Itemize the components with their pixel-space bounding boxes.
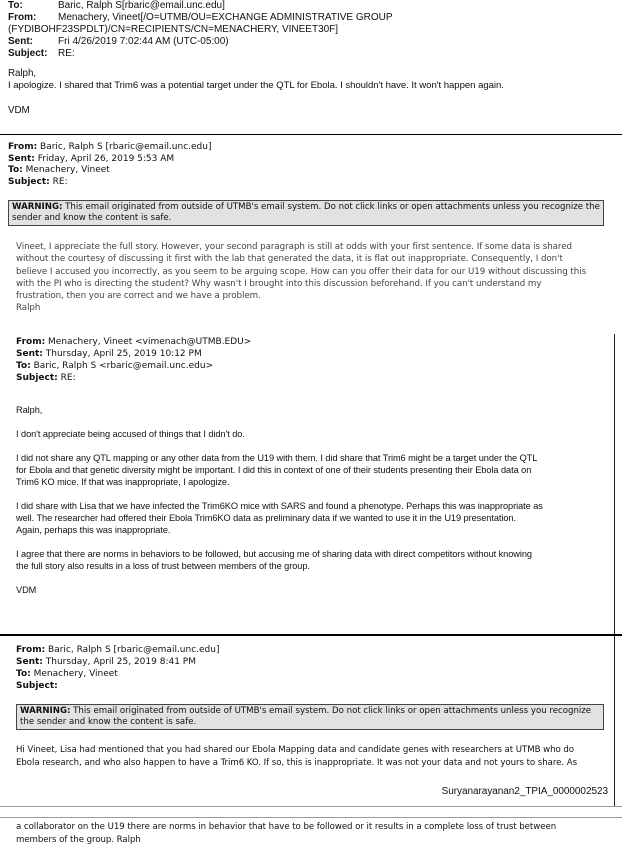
- email-3-header: [16, 336, 251, 384]
- body-line: well. The researcher had offered their Ebola Trim6KO data as preliminary data if we wanted to use it in the U19 presentation.: [16, 513, 517, 523]
- continuation: [0, 818, 622, 852]
- subject-value: RE:: [52, 176, 68, 187]
- paragraph-1: I don't appreciate being accused of things that I didn't do.: [16, 429, 245, 439]
- paragraph-4: [16, 548, 532, 572]
- right-border: [614, 334, 615, 634]
- email-2: [0, 140, 622, 330]
- from-value: Menachery, Vineet[/O=UTMB/OU=EXCHANGE ADMINISTRATIVE GROUP: [58, 12, 393, 23]
- from-label: From:: [16, 645, 46, 655]
- to-label: To:: [16, 361, 31, 371]
- body-line: frustration, then you are correct and we have a problem.: [16, 291, 261, 302]
- paragraph-3: [16, 500, 543, 536]
- body-line: believe I accused you incorrectly, as you seem to be arguing scope. How can you offer their data for our U19 without discussing this: [16, 266, 587, 277]
- from-value: Baric, Ralph S [rbaric@email.unc.edu]: [48, 645, 220, 655]
- right-border: [614, 636, 615, 806]
- body-line: members of the group. Ralph: [16, 835, 141, 845]
- body-line: Ebola research, and who also happen to have a Trim6 KO. If so, this is inappropriate. It was not your data and not yours to share. As: [16, 758, 577, 768]
- to-value: Menachery, Vineet: [33, 669, 118, 679]
- email-4-body: [16, 744, 577, 770]
- sent-label: Sent:: [16, 657, 43, 667]
- warning-banner: [8, 200, 604, 226]
- body-line: Trim6 KO mice. If that was inappropriate, I apologize.: [16, 477, 230, 487]
- continuation-body: [16, 821, 556, 847]
- to-value: Baric, Ralph S <rbaric@email.unc.edu>: [33, 361, 214, 371]
- signoff: VDM: [8, 105, 30, 116]
- subject-label: Subject:: [8, 48, 48, 59]
- email-1-body: I apologize. I shared that Trim6 was a potential target under the QTL for Ebola. I shouldn't have. It won't happen again.: [8, 80, 504, 91]
- page-break: [0, 806, 622, 818]
- warning-banner: [16, 704, 604, 730]
- divider: [0, 134, 622, 135]
- sent-value: Thursday, April 25, 2019 10:12 PM: [45, 349, 202, 359]
- subject-label: Subject:: [8, 176, 50, 187]
- body-line: for Ebola and that genetic diversity might be important. I did this in context of one of their students presenting their Ebola data on: [16, 465, 532, 475]
- sent-value: Fri 4/26/2019 7:02:44 AM (UTC-05:00): [58, 36, 229, 47]
- body-line: Hi Vineet, Lisa had mentioned that you had shared our Ebola Mapping data and candidate genes with researchers at UTMB who do: [16, 745, 574, 755]
- body-line: with the PI who is directing the student? Why wasn't I brought into this discussion beforehand. If you can't understand my: [16, 278, 542, 289]
- sent-value: Friday, April 26, 2019 5:53 AM: [37, 153, 175, 164]
- paragraph-2: [16, 452, 537, 488]
- email-2-header: [8, 142, 211, 188]
- from-value-cont: (FYDIBOHF23SPDLT)/CN=RECIPIENTS/CN=MENACHERY, VINEET30F]: [8, 24, 339, 35]
- sent-label: Sent:: [8, 36, 33, 47]
- from-label: From:: [8, 12, 37, 23]
- body-line: the full story also results in a loss of trust between members of the group.: [16, 561, 310, 571]
- warning-label: WARNING:: [12, 202, 63, 212]
- sent-value: Thursday, April 25, 2019 8:41 PM: [45, 657, 196, 667]
- subject-value: RE:: [60, 373, 76, 383]
- warning-text: This email originated from outside of UTMB's email system. Do not click links or open attachments unless you recognize the sender and know the content is safe.: [12, 202, 600, 223]
- subject-label: Subject:: [16, 681, 58, 691]
- body-line: Ralph: [16, 303, 41, 314]
- body-line: Vineet, I appreciate the full story. However, your second paragraph is still at odds with your first sentence. If some data is shared: [16, 242, 573, 252]
- to-label: To:: [8, 165, 23, 175]
- body-line: Again, perhaps this was inappropriate.: [16, 525, 171, 535]
- signoff: VDM: [16, 585, 37, 595]
- to-value: Menachery, Vineet: [25, 165, 110, 175]
- body-line: without the courtesy of discussing it first with the lab that generated the data, it is flat out inappropriate. Consequently, I don't: [16, 254, 563, 265]
- bates-number: Suryanarayanan2_TPIA_0000002523: [441, 786, 608, 797]
- to-label: To:: [16, 669, 31, 679]
- subject-label: Subject:: [16, 373, 58, 383]
- greeting: Ralph,: [16, 405, 43, 415]
- body-line: a collaborator on the U19 there are norms in behavior that have to be followed or it results in a complete loss of trust between: [16, 822, 557, 832]
- email-3: [0, 334, 622, 634]
- sent-label: Sent:: [16, 349, 43, 359]
- body-line: I agree that there are norms in behaviors to be followed, but accusing me of sharing data with direct competitors without knowing: [16, 549, 532, 559]
- email-4-header: [16, 644, 219, 692]
- body-line: I did share with Lisa that we have infected the Trim6KO mice with SARS and found a phenotype. Perhaps this was inappropriate as: [16, 501, 543, 511]
- to-value: Baric, Ralph S[rbaric@email.unc.edu]: [58, 0, 225, 11]
- from-value: Menachery, Vineet <vimenach@UTMB.EDU>: [48, 337, 252, 347]
- warning-text: This email originated from outside of UTMB's email system. Do not click links or open attachments unless you recognize the sender and know the content is safe.: [20, 706, 592, 727]
- sent-label: Sent:: [8, 153, 35, 164]
- subject-value: RE:: [58, 48, 75, 59]
- email-2-body: [16, 241, 586, 315]
- from-value: Baric, Ralph S [rbaric@email.unc.edu]: [40, 142, 212, 152]
- email-1: [0, 0, 622, 134]
- divider: [0, 634, 622, 636]
- email-4: [0, 638, 622, 806]
- from-label: From:: [16, 337, 46, 347]
- warning-label: WARNING:: [20, 706, 71, 716]
- email-1-header: [8, 0, 393, 60]
- to-label: To:: [8, 0, 23, 11]
- body-line: I did not share any QTL mapping or any other data from the U19 with them. I did share that Trim6 might be a target under the QTL: [16, 453, 538, 463]
- from-label: From:: [8, 142, 38, 152]
- greeting: Ralph,: [8, 68, 37, 79]
